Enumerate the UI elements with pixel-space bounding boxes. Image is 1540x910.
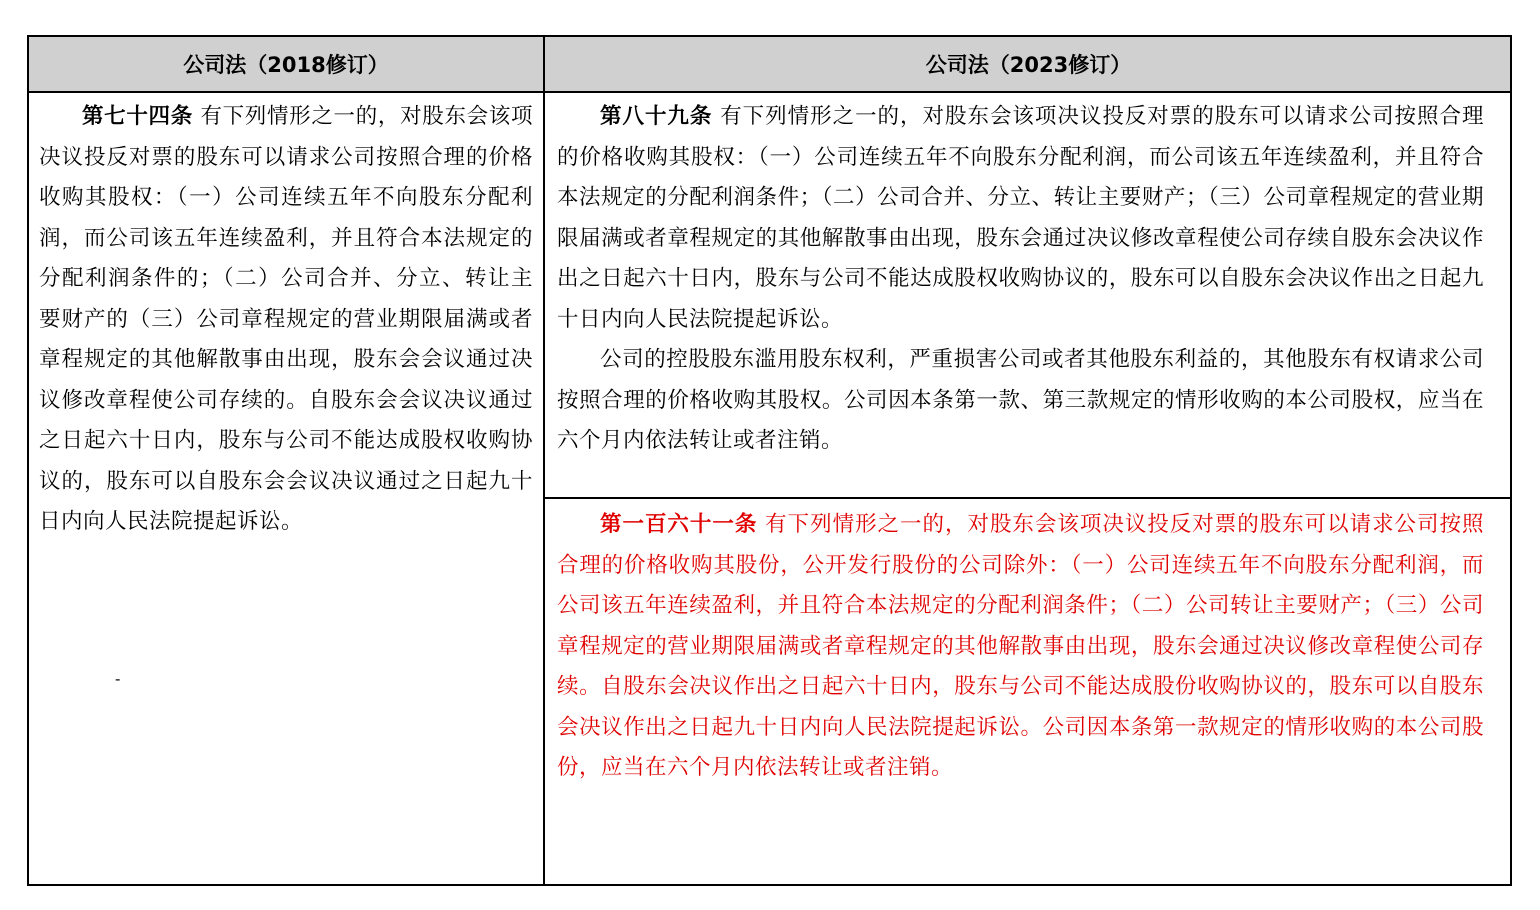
header-2018: 公司法（2018修订） — [183, 53, 389, 77]
trailing-mark: - — [115, 669, 121, 688]
table-header-row — [29, 37, 1510, 93]
article-74-text: 有下列情形之一的，对股东会该项决议投反对票的股东可以请求公司按照合理的价格收购其股权：（一）公司连续五年不向股东分配利润，而公司该五年连续盈利，并且符合本法规定的分配利润条件的；（二）公司合并、分立、转让主要财产的（三）公司章程规定的营业期限届满或者章程规定的其他解散事由出现，股东会会议通过决议修改章程使公司存续的。自股东会会议决议通过之日起六十日内，股东与公司不能达成股权收购协议的，股东可以自股东会会议决议通过之日起九十日内向人民法院提起诉讼。 — [39, 104, 533, 534]
article-89-paragraph-1 — [557, 97, 1484, 340]
article-161-text: 有下列情形之一的，对股东会该项决议投反对票的股东可以请求公司按照合理的价格收购其股份，公开发行股份的公司除外：（一）公司连续五年不向股东分配利润，而公司该五年连续盈利，并且符合本法规定的分配利润条件；（二）公司转让主要财产；（三）公司章程规定的营业期限届满或者章程规定的其他解散事由出现，股东会通过决议修改章程使公司存续。自股东会决议作出之日起六十日内，股东与公司不能达成股份收购协议的，股东可以自股东会决议作出之日起九十日内向人民法院提起诉讼。公司因本条第一款规定的情形收购的本公司股份，应当在六个月内依法转让或者注销。 — [557, 512, 1484, 780]
article-74-number: 第七十四条 — [82, 104, 193, 129]
article-74-paragraph — [39, 97, 533, 543]
row-divider — [545, 497, 1510, 499]
cell-2023-article-89 — [545, 93, 1512, 499]
cell-2018-article-74 — [29, 93, 543, 543]
article-89-text: 有下列情形之一的，对股东会该项决议投反对票的股东可以请求公司按照合理的价格收购其股权：（一）公司连续五年不向股东分配利润，而公司该五年连续盈利，并且符合本法规定的分配利润条件；（二）公司合并、分立、转让主要财产；（三）公司章程规定的营业期限届满或者章程规定的其他解散事由出现，股东会通过决议修改章程使公司存续自股东会决议作出之日起六十日内，股东与公司不能达成股权收购协议的，股东可以自股东会决议作出之日起九十日内向人民法院提起诉讼。 — [557, 104, 1484, 332]
comparison-table — [27, 35, 1512, 886]
header-2023: 公司法（2023修订） — [925, 53, 1132, 77]
cell-2023-article-161 — [545, 501, 1512, 789]
article-89-paragraph-2: 公司的控股股东滥用股东权利，严重损害公司或者其他股东利益的，其他股东有权请求公司按照合理的价格收购其股权。公司因本条第一款、第三款规定的情形收购的本公司股权，应当在六个月内依法转让或者注销。 — [557, 347, 1484, 453]
article-89-number: 第八十九条 — [600, 104, 713, 129]
article-161-paragraph — [557, 505, 1484, 789]
article-161-number: 第一百六十一条 — [600, 512, 758, 537]
